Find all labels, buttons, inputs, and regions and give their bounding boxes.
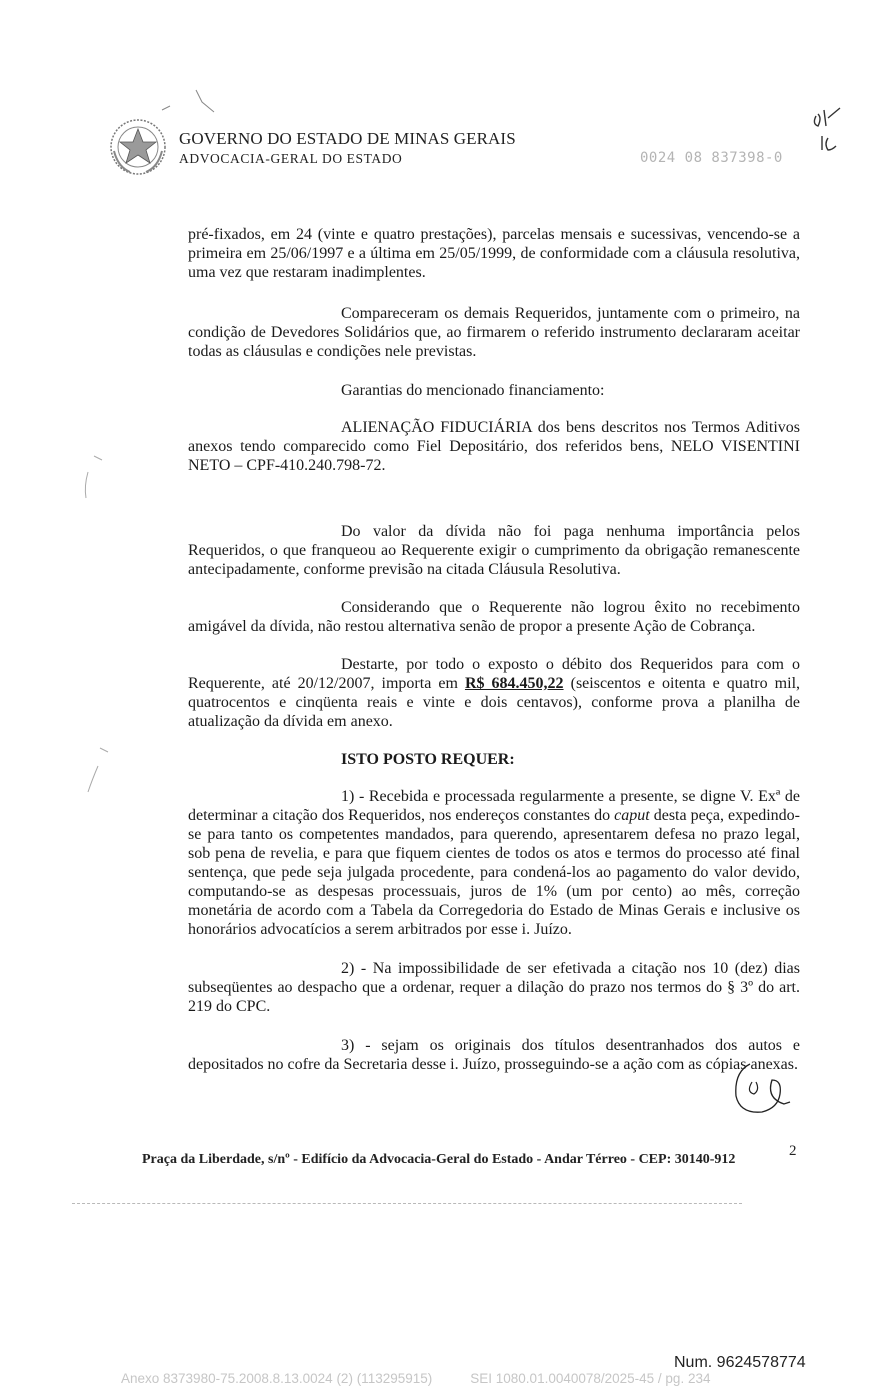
text-run: 1) - Recebida e processada regularmente a presente, se digne V. Exª de determinar a citação dos Requeridos, nos endereços constantes do (188, 788, 800, 824)
paragraph: pré-fixados, em 24 (vinte e quatro prestações), parcelas mensais e sucessivas, vencendo-se a primeira em 25/06/1997 e a última em 25/05/1999, de conformidade com a cláusula resolutiva, uma vez que restaram inadimplentes. (188, 226, 800, 281)
page-number: 2 (789, 1143, 797, 1159)
text-run-italic: caput (614, 807, 650, 824)
header-title: GOVERNO DO ESTADO DE MINAS GERAIS (179, 129, 516, 148)
document-body (188, 225, 800, 1074)
handwritten-initials (806, 104, 846, 154)
document-number-stamp: Num. 9624578774 (674, 1354, 806, 1371)
annex-stamp (121, 1371, 710, 1386)
request-item-2: 2) - Na impossibilidade de ser efetivada a citação nos 10 (dez) dias subseqüentes ao despacho que a ordenar, requer a dilação do prazo nos termos do § 3º do art. 219 do CPC. (188, 960, 800, 1015)
paragraph: Do valor da dívida não foi paga nenhuma importância pelos Requeridos, o que franqueou ao Requerente exigir o cumprimento da obrigação remanescente antecipadamente, conforme previsão na citada Cláusula Resolutiva. (188, 523, 800, 578)
paragraph: ALIENAÇÃO FIDUCIÁRIA dos bens descritos nos Termos Aditivos anexos tendo comparecido como Fiel Depositário, dos referidos bens, NELO VISENTINI NETO – CPF-410.240.798-72. (188, 419, 800, 474)
paragraph: Garantias do mencionado financiamento: (341, 382, 605, 399)
footer-address: Praça da Liberdade, s/nº - Edifício da Advocacia-Geral do Estado - Andar Térreo - CEP: 30140-912 (142, 1152, 736, 1167)
footer-divider (72, 1203, 742, 1204)
debt-amount: R$ 684.450,22 (464, 675, 564, 692)
text-run: desta peça, expedindo-se para tanto os competentes mandados, para querendo, apresentarem defesa no prazo legal, sob pena de revelia, e para que fiquem cientes de todos os atos e termos do processo até final sentença, que pede seja julgada procedente, para condená-los ao pagamento do valor devido, computando-se as despesas processuais, juros de 1% (um por cento) ao mês, correção monetária de acordo com a Tabela da Corregedoria do Estado de Minas Gerais e inclusive os honorários advocatícios a serem arbitrados por esse i. Juízo. (188, 807, 800, 938)
margin-mark (158, 88, 218, 118)
signature-initials (728, 1058, 792, 1122)
state-coat-of-arms-icon (108, 117, 168, 177)
paragraph: Compareceram os demais Requeridos, juntamente com o primeiro, na condição de Devedores Solidários que, ao firmarem o referido instrumento declararam aceitar todas as cláusulas e condições nele previstas. (188, 305, 800, 360)
section-heading: ISTO POSTO REQUER: (341, 751, 515, 768)
request-item-3: 3) - sejam os originais dos títulos desentranhados dos autos e depositados no cofre da Secretaria desse i. Juízo, prosseguindo-se a ação com as cópias anexas. (188, 1037, 800, 1073)
annex-reference: Anexo 8373980-75.2008.8.13.0024 (2) (113295915) (121, 1371, 433, 1386)
margin-mark (84, 746, 114, 796)
sei-reference: SEI 1080.01.0040078/2025-45 / pg. 234 (470, 1371, 711, 1386)
margin-mark (80, 452, 110, 502)
text-run: (seiscentos e oitenta e quatro mil, quatrocentos e cinqüenta reais e vinte e dois centavos), conforme prova a planilha de atualização da dívida em anexo. (188, 675, 801, 730)
paragraph: Considerando que o Requerente não logrou êxito no recebimento amigável da dívida, não restou alternativa senão de propor a presente Ação de Cobrança. (188, 599, 800, 635)
process-stamp-number: 0024 08 837398-0 (640, 150, 783, 166)
paragraph (188, 655, 800, 731)
header-subtitle: ADVOCACIA-GERAL DO ESTADO (179, 151, 403, 166)
request-item-1 (188, 787, 800, 939)
text-run: Destarte, por todo o exposto o débito dos Requeridos para com o Requerente, até 20/12/2007, importa em (188, 656, 800, 692)
